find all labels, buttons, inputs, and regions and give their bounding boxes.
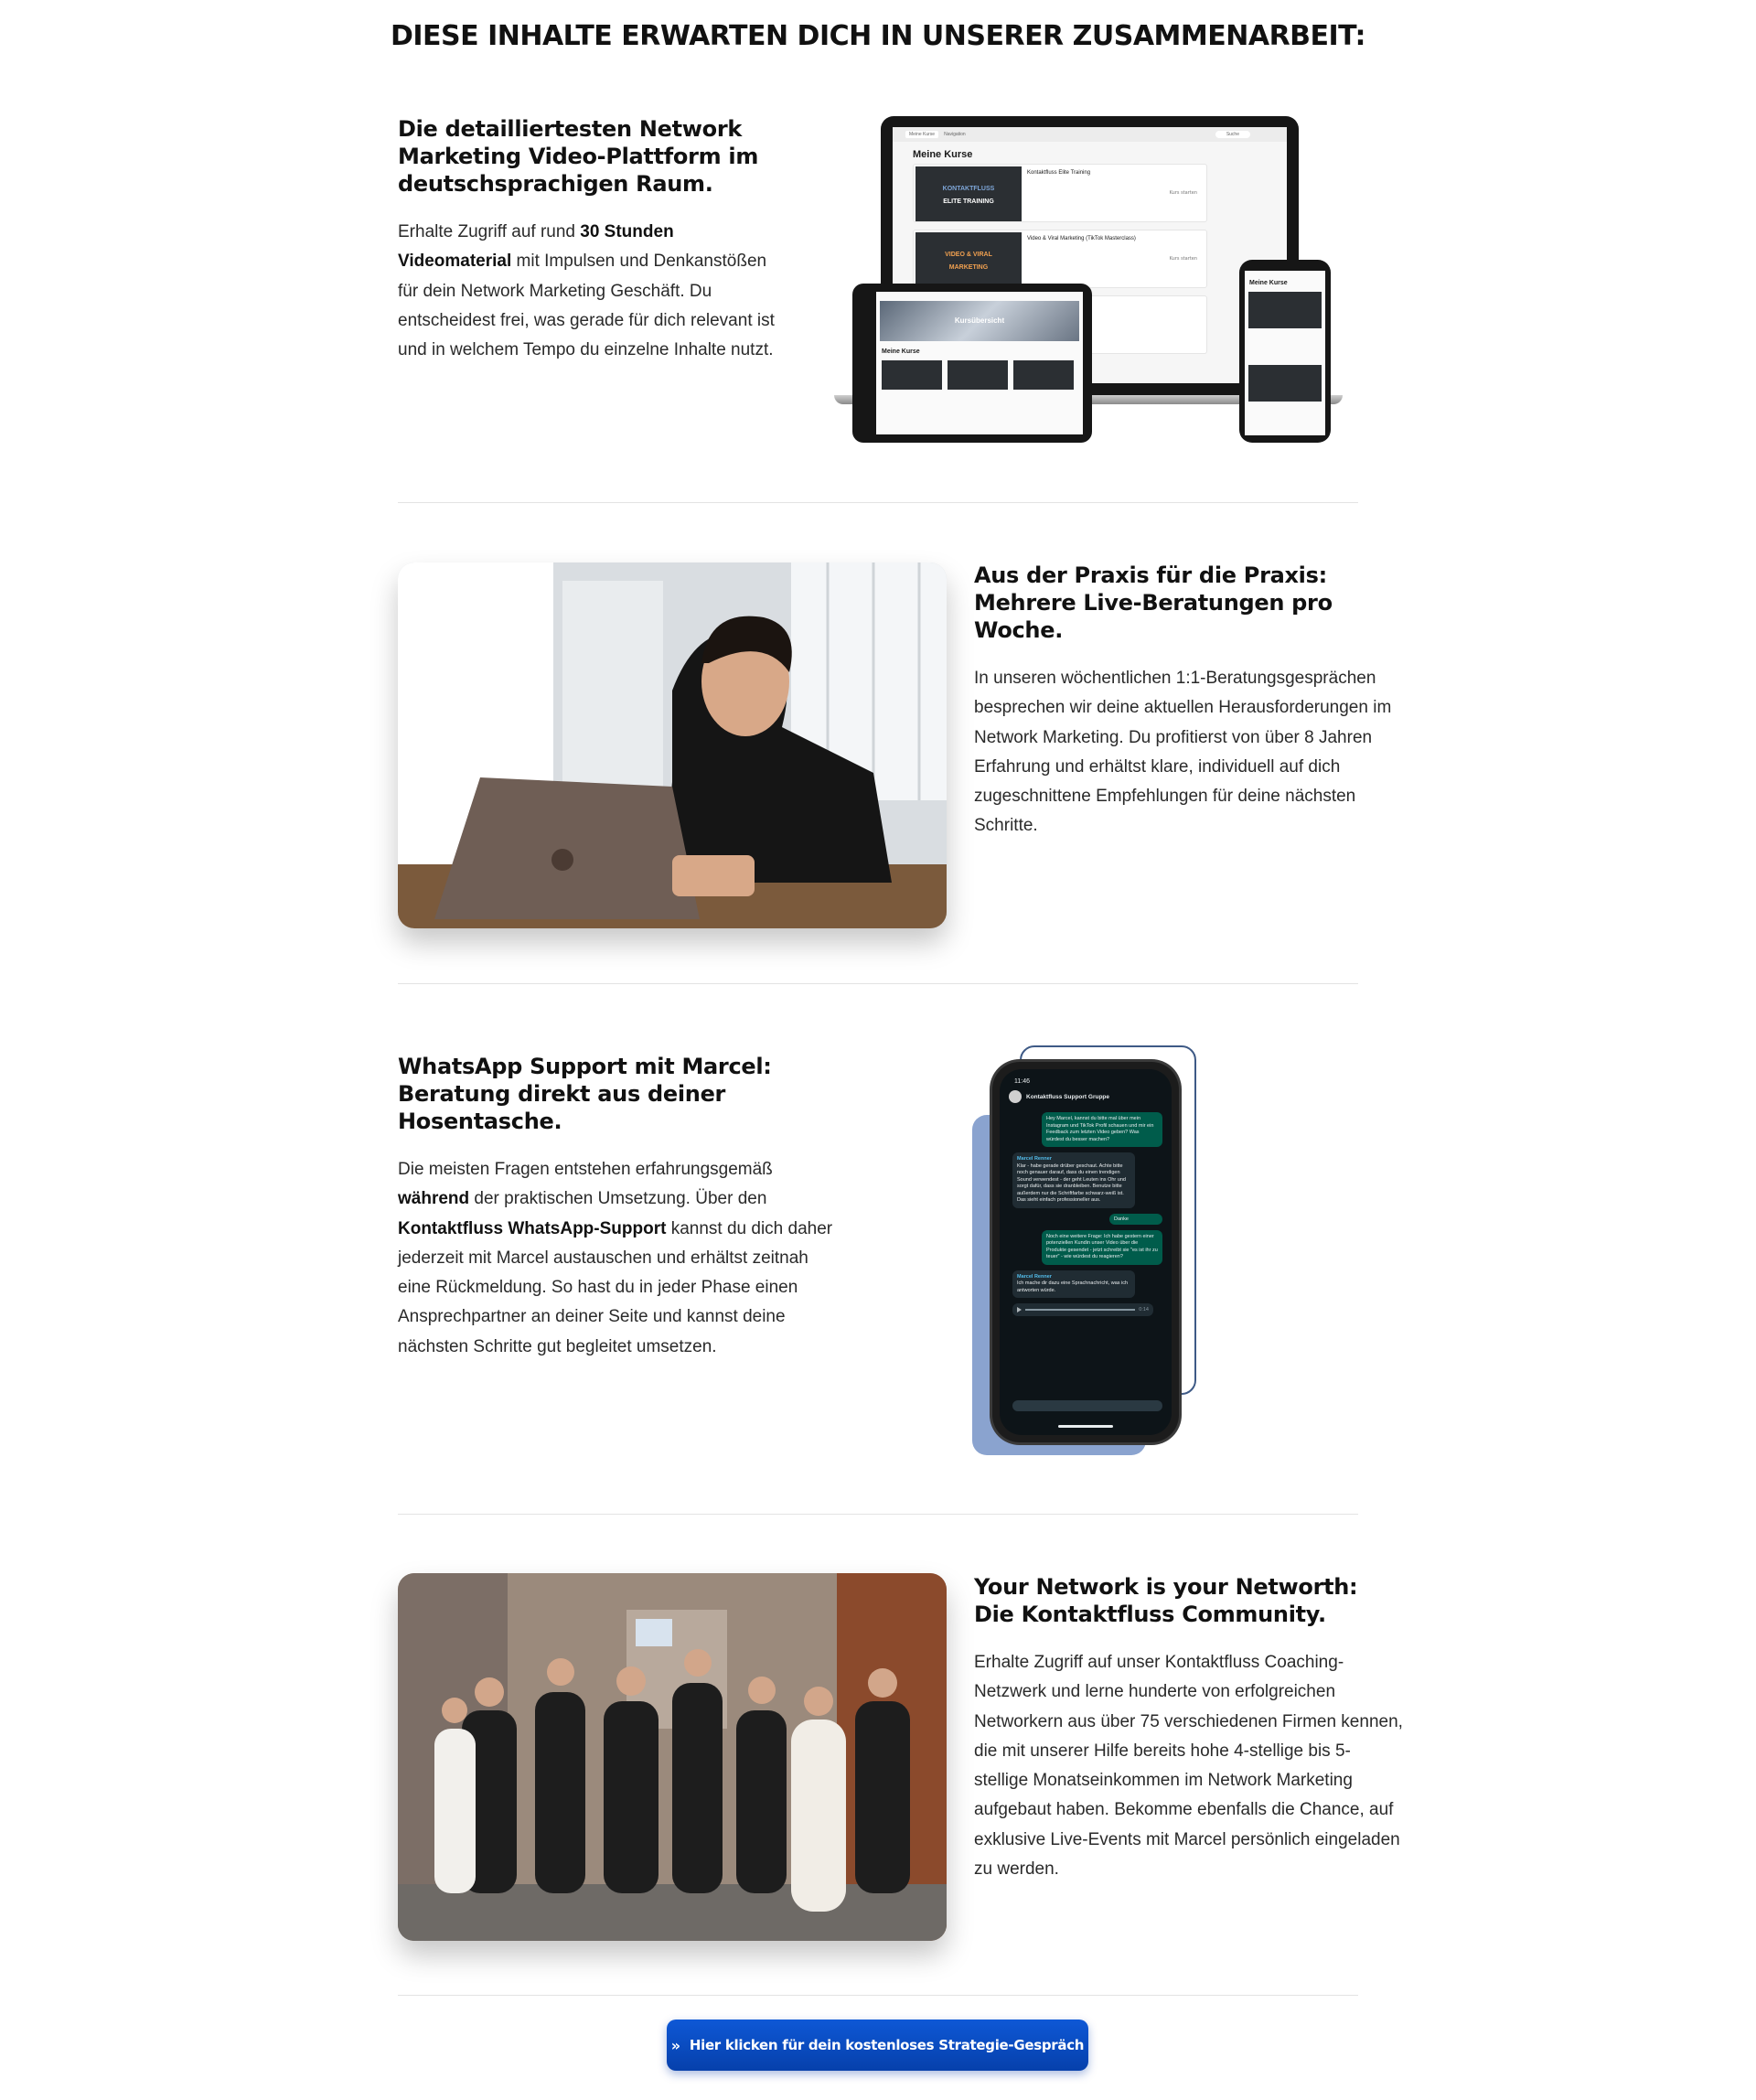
screen-heading: Meine Kurse [913, 149, 973, 160]
community-illustration [398, 1573, 947, 1941]
chat-bubble-outgoing: Noch eine weitere Frage: Ich habe gestern einer potenziellen Kundin unser Video über die Produkte gesendet - jetzt schreibt sie "es ist ihr zu teuer" - wie würdest du reagieren? [1042, 1230, 1162, 1265]
play-icon[interactable] [1017, 1307, 1022, 1312]
tab-navigation[interactable]: Navigation [944, 132, 966, 137]
message-input-bar[interactable] [1012, 1400, 1162, 1411]
course-thumbnail[interactable] [1248, 292, 1322, 328]
text-fragment: der praktischen Umsetzung. Über den [469, 1189, 767, 1209]
course-thumbnail[interactable] [1013, 360, 1074, 390]
home-indicator [1058, 1425, 1113, 1428]
screen-heading: Meine Kurse [882, 348, 920, 355]
course-thumbnail [915, 166, 1022, 221]
text-fragment: kannst du dich daher jederzeit mit Marcel austauschen und erhältst zeitnah eine Rückmeldung. So hast du in jeder Phase einen Ansprechpartner an deiner Seite und kannst deine nächsten Schritte gut begleitet umsetzen. [398, 1218, 833, 1356]
start-course-button[interactable]: Kurs starten [1169, 190, 1197, 196]
course-thumbnail[interactable] [882, 360, 942, 390]
voice-message[interactable] [1012, 1303, 1153, 1316]
text-emphasis: 30 Stunden Videomaterial [398, 222, 674, 272]
feature-title [398, 115, 782, 198]
device-mockup [832, 113, 1344, 443]
course-thumbnail[interactable] [1248, 365, 1322, 402]
feature-title-line: deutschsprachigen Raum. [398, 171, 713, 197]
cta-label: Hier klicken für dein kostenloses Strategie-Gespräch [689, 2037, 1085, 2053]
text-fragment: Erhalte Zugriff auf rund [398, 222, 581, 241]
section-divider [398, 1514, 1358, 1515]
banner-text: Kursübersicht [954, 316, 1005, 325]
feature-title [398, 1053, 892, 1135]
text-fragment: Die meisten Fragen entstehen erfahrungsgemäß [398, 1160, 773, 1179]
chat-bubble-incoming [1012, 1152, 1135, 1208]
chat-screen [1000, 1069, 1172, 1435]
whatsapp-mockup [972, 1045, 1201, 1457]
phone-screen [1245, 271, 1325, 435]
section-divider [398, 1995, 1358, 1996]
feature-title-line: WhatsApp Support mit Marcel: [398, 1054, 772, 1079]
feature-title-line: Mehrere Live-Beratungen pro [974, 590, 1333, 616]
feature-title-line: Woche. [974, 617, 1064, 643]
feature-description: Erhalte Zugriff auf unser Kontaktfluss Coaching-Netzwerk und lerne hunderte von erfolgreichen Networkern aus über 75 verschiedenen Firmen kennen, die mit unserer Hilfe bereits hohe 4-stellige bis 5-stellige Monatseinkommen im Network Marketing aufgebaut haben. Bekomme ebenfalls die Chance, auf exklusive Live-Events mit Marcel persönlich eingeladen zu werden. [974, 1653, 1403, 1880]
tablet-banner [880, 301, 1079, 341]
text-emphasis: während [398, 1189, 470, 1209]
feature-title-line: Beratung direkt aus deiner Hosentasche. [398, 1081, 726, 1134]
thumbnail-text: VIDEO & VIRAL [945, 252, 992, 258]
chat-header [1000, 1085, 1172, 1109]
status-bar-time: 11:46 [1014, 1078, 1030, 1085]
chat-bubble-outgoing: Danke [1109, 1214, 1162, 1225]
message-sender: Marcel Renner [1017, 1273, 1052, 1280]
chat-bubble-outgoing: Hey Marcel, kannst du bitte mal über mein Instagram und TikTok Profil schauen und mir ein Feedback zum letzten Video geben? Was würdest du besser machen? [1042, 1112, 1162, 1147]
tablet-course-row [876, 355, 1083, 395]
section-divider [398, 983, 1358, 984]
feature-title-line: Die detailliertesten Network [398, 116, 743, 142]
thumbnail-text: KONTAKTFLUSS [942, 186, 995, 192]
feature-title [974, 1573, 1404, 1628]
laptop-topbar [893, 127, 1287, 142]
text-fragment: mit Impulsen und Denkanstößen für dein Network Marketing Geschäft. Du entscheidest frei, was gerade für dich relevant ist und in welchem Tempo du einzelne Inhalte nutzt. [398, 252, 775, 360]
coaching-photo [398, 562, 947, 928]
message-text: Ich mache dir dazu eine Sprachnachricht, was ich antworten würde. [1017, 1280, 1129, 1293]
course-thumbnail[interactable] [948, 360, 1008, 390]
voice-duration: 0:14 [1139, 1307, 1149, 1312]
start-course-button[interactable]: Kurs starten [1169, 256, 1197, 262]
course-card[interactable] [913, 164, 1207, 222]
feature-title-line: Your Network is your Networth: [974, 1574, 1358, 1600]
message-sender: Marcel Renner [1017, 1156, 1052, 1162]
strategy-call-button[interactable] [667, 2020, 1088, 2071]
feature-description: In unseren wöchentlichen 1:1-Beratungsgesprächen besprechen wir deine aktuellen Herausforderungen im Network Marketing. Du profitierst von über 8 Jahren Erfahrung und erhältst klare, individuell auf dich zugeschnittene Empfehlungen für deine nächsten Schritte. [974, 669, 1392, 836]
tablet-screen [876, 292, 1083, 434]
course-thumbnail [915, 232, 1022, 287]
group-avatar[interactable] [1009, 1090, 1022, 1103]
community-photo [398, 1573, 947, 1941]
chat-bubble-incoming [1012, 1270, 1135, 1299]
feature-title-line: Marketing Video-Plattform im [398, 144, 759, 169]
course-name: Kontaktfluss Elite Training [1027, 170, 1091, 176]
double-chevron-right-icon: » [670, 2036, 680, 2054]
coaching-illustration [398, 562, 947, 928]
feature-description [398, 218, 787, 365]
feature-title [974, 562, 1404, 644]
tab-my-courses[interactable]: Meine Kurse [905, 131, 938, 138]
feature-title-line: Die Kontaktfluss Community. [974, 1602, 1326, 1627]
page-title: DIESE INHALTE ERWARTEN DICH IN UNSERER ZUSAMMENARBEIT: [390, 20, 1366, 52]
course-card[interactable] [913, 230, 1207, 288]
feature-title-line: Aus der Praxis für die Praxis: [974, 562, 1327, 588]
section-divider [398, 502, 1358, 503]
message-text: Klar - habe gerade drüber geschaut. Achte bitte noch genauer darauf, dass du einen trendigen Sound verwendest - der geht Leuten ins Ohr und sorgt dafür, dass sie dranbleiben. Benutze bitte außerdem nur die Schriftfarbe schwarz-weiß ist. Das sieht einfach professioneller aus. [1017, 1162, 1126, 1203]
group-name[interactable]: Kontaktfluss Support Gruppe [1026, 1093, 1109, 1100]
thumbnail-text: ELITE TRAINING [943, 198, 994, 205]
thumbnail-text: MARKETING [948, 264, 989, 271]
course-name: Video & Viral Marketing (TikTok Masterclass) [1027, 236, 1136, 241]
text-emphasis: Kontaktfluss WhatsApp-Support [398, 1218, 667, 1238]
feature-description [398, 1155, 846, 1362]
screen-heading: Meine Kurse [1249, 280, 1288, 286]
search-input[interactable]: Suche [1215, 131, 1250, 138]
waveform [1025, 1309, 1135, 1311]
